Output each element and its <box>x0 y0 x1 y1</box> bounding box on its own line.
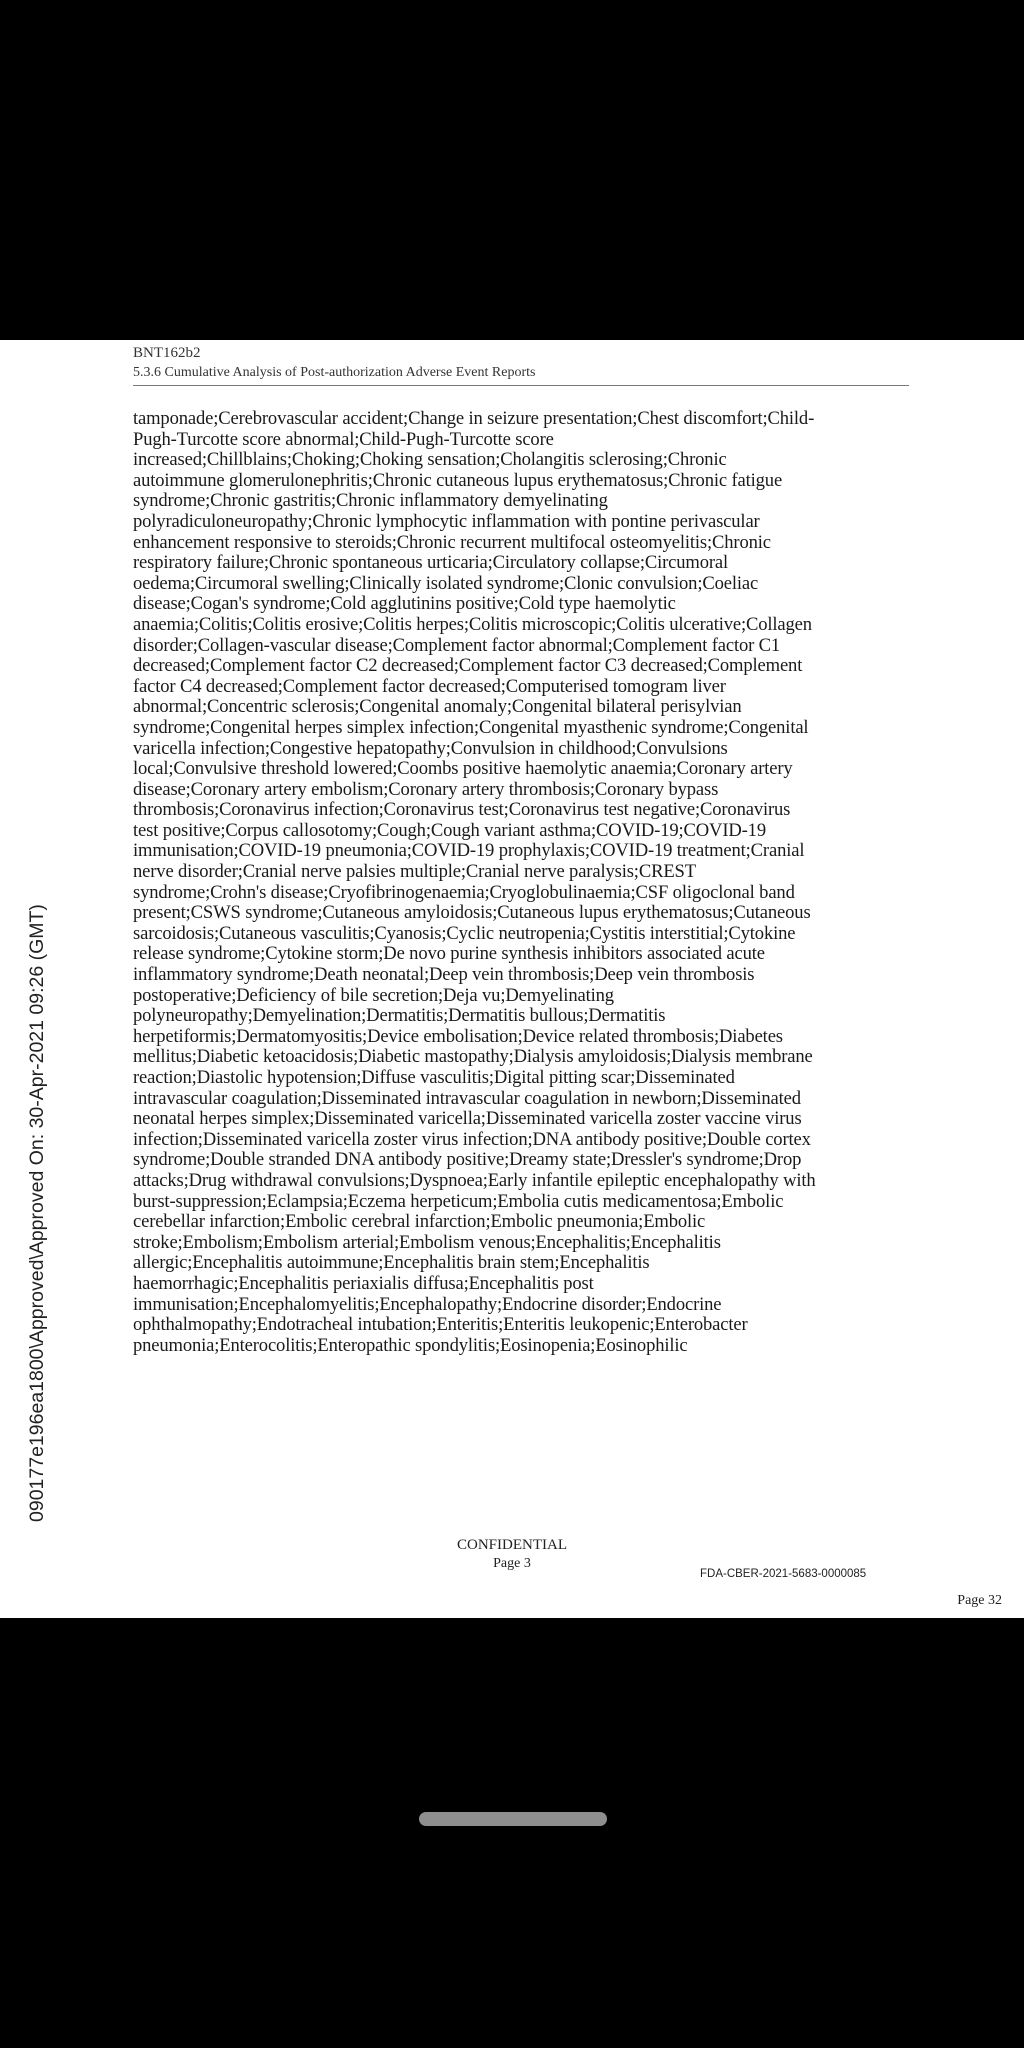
body-line: decreased;Complement factor C2 decreased;Complement factor C3 decreased;Complement <box>133 655 803 677</box>
body-line: neonatal herpes simplex;Disseminated varicella;Disseminated varicella zoster vaccine virus <box>133 1108 802 1130</box>
body-line: syndrome;Crohn's disease;Cryofibrinogenaemia;Cryoglobulinaemia;CSF oligoclonal band <box>133 881 795 903</box>
body-line: syndrome;Double stranded DNA antibody positive;Dreamy state;Dressler's syndrome;Drop <box>133 1149 802 1171</box>
body-line: herpetiformis;Dermatomyositis;Device embolisation;Device related thrombosis;Diabetes <box>133 1025 783 1047</box>
body-line: immunisation;Encephalomyelitis;Encephalopathy;Endocrine disorder;Endocrine <box>133 1293 722 1315</box>
confidential-label: CONFIDENTIAL <box>457 1537 567 1553</box>
body-line: postoperative;Deficiency of bile secretion;Deja vu;Demyelinating <box>133 984 614 1006</box>
body-line: test positive;Corpus callosotomy;Cough;Cough variant asthma;COVID-19;COVID-19 <box>133 819 766 841</box>
body-line: polyradiculoneuropathy;Chronic lymphocytic inflammation with pontine perivascular <box>133 510 760 532</box>
body-line: syndrome;Congenital herpes simplex infection;Congenital myasthenic syndrome;Congenital <box>133 716 809 738</box>
outer-page-number: Page 32 <box>957 1593 1002 1608</box>
body-line: respiratory failure;Chronic spontaneous urticaria;Circulatory collapse;Circumoral <box>133 552 729 574</box>
body-line: increased;Chillblains;Choking;Choking sensation;Cholangitis sclerosing;Chronic <box>133 449 727 471</box>
body-line: sarcoidosis;Cutaneous vasculitis;Cyanosis;Cyclic neutropenia;Cystitis interstitial;Cytokine <box>133 922 796 944</box>
home-indicator-bar[interactable] <box>419 1812 607 1826</box>
body-line: mellitus;Diabetic ketoacidosis;Diabetic mastopathy;Dialysis amyloidosis;Dialysis membrane <box>133 1046 813 1068</box>
body-line: nerve disorder;Cranial nerve palsies multiple;Cranial nerve paralysis;CREST <box>133 861 696 883</box>
body-line: burst-suppression;Eclampsia;Eczema herpeticum;Embolia cutis medicamentosa;Embolic <box>133 1190 784 1212</box>
body-line: thrombosis;Coronavirus infection;Coronavirus test;Coronavirus test negative;Coronavirus <box>133 799 791 821</box>
body-line: syndrome;Chronic gastritis;Chronic inflammatory demyelinating <box>133 490 608 512</box>
body-line: attacks;Drug withdrawal convulsions;Dyspnoea;Early infantile epileptic encephalopathy with <box>133 1169 816 1191</box>
body-line: anaemia;Colitis;Colitis erosive;Colitis herpes;Colitis microscopic;Colitis ulcerative;Collagen <box>133 613 812 635</box>
body-line: tamponade;Cerebrovascular accident;Change in seizure presentation;Chest discomfort;Child- <box>133 408 815 429</box>
body-line: oedema;Circumoral swelling;Clinically isolated syndrome;Clonic convulsion;Coeliac <box>133 572 759 594</box>
body-line: stroke;Embolism;Embolism arterial;Embolism venous;Encephalitis;Encephalitis <box>133 1231 721 1253</box>
page-footer <box>0 1536 1024 1573</box>
body-line: ophthalmopathy;Endotracheal intubation;Enteritis;Enteritis leukopenic;Enterobacter <box>133 1314 748 1336</box>
body-line: Pugh-Turcotte score abnormal;Child-Pugh-Turcotte score <box>133 428 554 450</box>
body-line: disease;Coronary artery embolism;Coronary artery thrombosis;Coronary bypass <box>133 778 719 800</box>
body-line: autoimmune glomerulonephritis;Chronic cutaneous lupus erythematosus;Chronic fatigue <box>133 469 783 491</box>
body-line: local;Convulsive threshold lowered;Coombs positive haemolytic anaemia;Coronary artery <box>133 758 793 780</box>
header-divider <box>133 385 909 386</box>
section-title: 5.3.6 Cumulative Analysis of Post-authorization Adverse Event Reports <box>133 365 536 380</box>
body-line: abnormal;Concentric sclerosis;Congenital anomaly;Congenital bilateral perisylvian <box>133 696 742 718</box>
body-line: intravascular coagulation;Disseminated intravascular coagulation in newborn;Disseminated <box>133 1087 801 1109</box>
approval-stamp-text: 090177e196ea1800\Approved\Approved On: 30-Apr-2021 09:26 (GMT) <box>26 904 48 1522</box>
body-line: polyneuropathy;Demyelination;Dermatitis;Dermatitis bullous;Dermatitis <box>133 1005 666 1027</box>
bates-number: FDA-CBER-2021-5683-0000085 <box>700 1568 867 1580</box>
body-line: enhancement responsive to steroids;Chronic recurrent multifocal osteomyelitis;Chronic <box>133 531 771 553</box>
body-line: factor C4 decreased;Complement factor decreased;Computerised tomogram liver <box>133 675 726 697</box>
body-line: reaction;Diastolic hypotension;Diffuse vasculitis;Digital pitting scar;Disseminated <box>133 1067 735 1088</box>
body-line: disease;Cogan's syndrome;Cold agglutinins positive;Cold type haemolytic <box>133 593 676 615</box>
body-line: varicella infection;Congestive hepatopathy;Convulsion in childhood;Convulsions <box>133 737 728 759</box>
inner-page-number: Page 3 <box>493 1556 531 1571</box>
document-id: BNT162b2 <box>133 345 201 361</box>
document-page[interactable] <box>0 340 1024 1618</box>
page-header <box>133 343 535 382</box>
body-line: infection;Disseminated varicella zoster virus infection;DNA antibody positive;Double cortex <box>133 1128 811 1150</box>
body-line: present;CSWS syndrome;Cutaneous amyloidosis;Cutaneous lupus erythematosus;Cutaneous <box>133 902 811 924</box>
body-line: haemorrhagic;Encephalitis periaxialis diffusa;Encephalitis post <box>133 1272 594 1294</box>
body-line: pneumonia;Enterocolitis;Enteropathic spondylitis;Eosinopenia;Eosinophilic <box>133 1334 688 1356</box>
body-line: inflammatory syndrome;Death neonatal;Deep vein thrombosis;Deep vein thrombosis <box>133 964 755 986</box>
body-line: immunisation;COVID-19 pneumonia;COVID-19 prophylaxis;COVID-19 treatment;Cranial <box>133 840 805 862</box>
body-text <box>133 409 913 1356</box>
body-line: disorder;Collagen-vascular disease;Complement factor abnormal;Complement factor C1 <box>133 634 781 656</box>
body-line: release syndrome;Cytokine storm;De novo purine synthesis inhibitors associated acute <box>133 943 765 965</box>
body-line: cerebellar infarction;Embolic cerebral infarction;Embolic pneumonia;Embolic <box>133 1211 706 1233</box>
body-line: allergic;Encephalitis autoimmune;Encephalitis brain stem;Encephalitis <box>133 1252 650 1274</box>
